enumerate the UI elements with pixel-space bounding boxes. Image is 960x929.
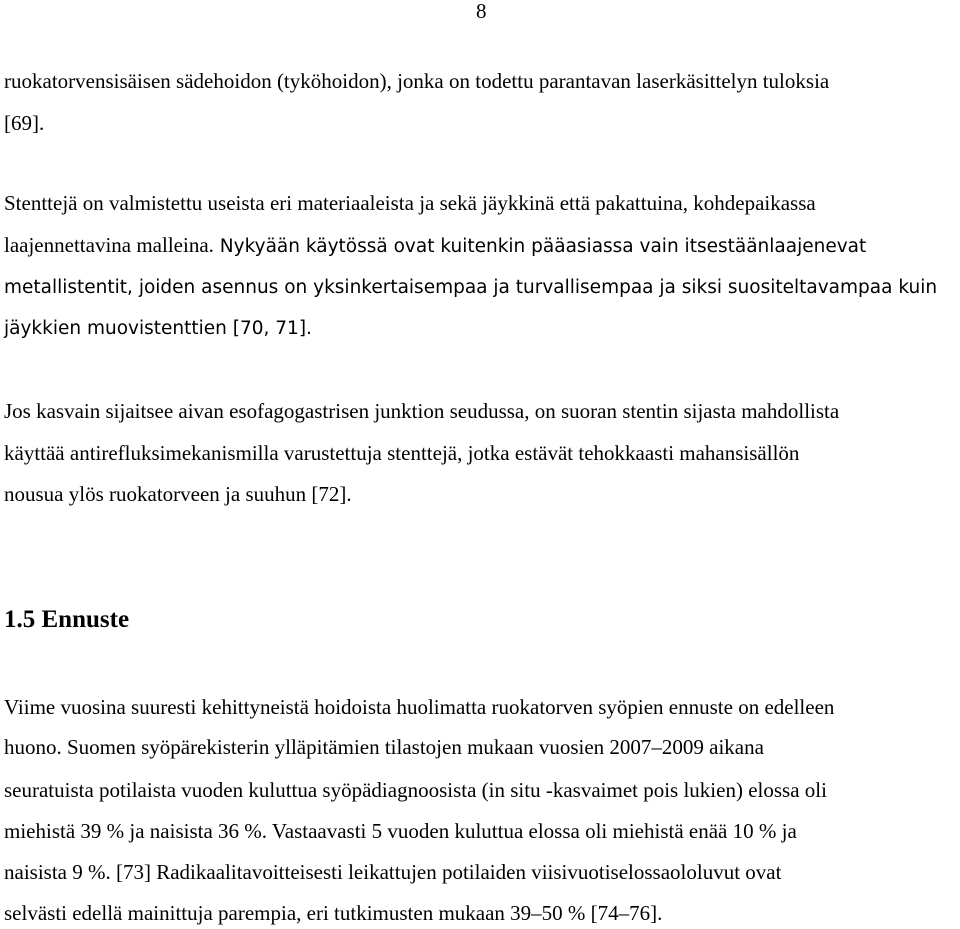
paragraph-3-line: käyttää antirefluksimekanismilla varustettuja stenttejä, jotka estävät tehokkaasti mahansisällön [4,441,800,465]
paragraph-2-line: jäykkien muovistenttien [70, 71]. [4,318,312,339]
paragraph-2-line: Stenttejä on valmistettu useista eri materiaaleista ja sekä jäykkinä että pakattuina, kohdepaikassa [4,191,816,215]
paragraph-3-line: nousua ylös ruokatorveen ja suuhun [72]. [4,482,352,506]
paragraph-4-line: Viime vuosina suuresti kehittyneistä hoidoista huolimatta ruokatorven syöpien ennuste on edelleen [4,695,835,719]
paragraph-1-line: [69]. [4,111,45,135]
paragraph-4-line: selvästi edellä mainittuja parempia, eri tutkimusten mukaan 39–50 % [74–76]. [4,901,663,925]
paragraph-4-line: naisista 9 %. [73] Radikaalitavoitteisesti leikattujen potilaiden viisivuotiselossaololuvut ovat [4,860,782,884]
paragraph-4-segment-serif: huono. [4,735,62,759]
paragraph-1-line: ruokatorvensisäisen sädehoidon (tyköhoidon), jonka on todettu parantavan laserkäsittelyn tuloksia [4,69,830,93]
page-number: 8 [476,0,487,23]
paragraph-4-line [4,734,764,760]
paragraph-4-line: miehistä 39 % ja naisista 36 %. Vastaavasti 5 vuoden kuluttua elossa oli miehistä enää 10 % ja [4,819,797,843]
paragraph-4-line: seuratuista potilaista vuoden kuluttua syöpädiagnoosista (in situ -kasvaimet pois lukien) elossa oli [4,778,827,802]
paragraph-2-line: metallistentit, joiden asennus on yksinkertaisempaa ja turvallisempaa ja siksi suositeltavampaa kuin [4,277,938,298]
paragraph-2-line [4,232,866,260]
paragraph-4-segment-serif-2: Suomen syöpärekisterin ylläpitämien tilastojen mukaan vuosien 2007–2009 aikana [61,735,764,759]
paragraph-3-line: Jos kasvain sijaitsee aivan esofagogastrisen junktion seudussa, on suoran stentin sijasta mahdollista [4,399,840,423]
paragraph-2-segment-sans: Nykyään käytössä ovat kuitenkin pääasiassa vain itsestäänlaajenevat [213,236,867,257]
section-heading: 1.5 Ennuste [4,606,130,633]
paragraph-2-segment-serif: laajennettavina malleina. [4,233,214,257]
